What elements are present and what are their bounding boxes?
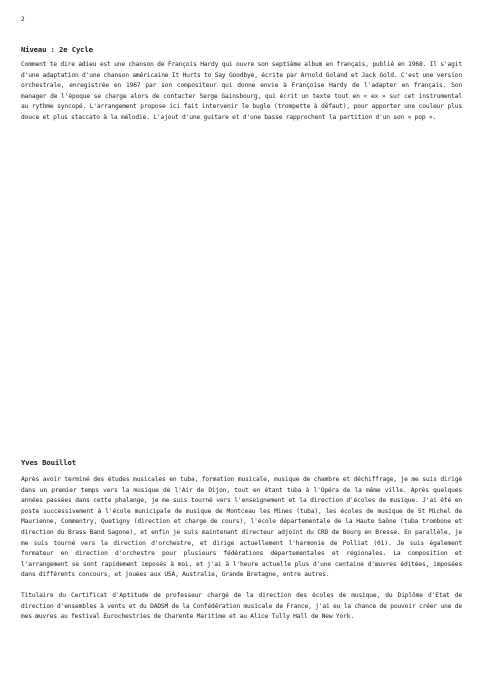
author-bio-section xyxy=(21,475,462,623)
bio-paragraph-career: Après avoir terminé des études musicales en tuba, formation musicale, musique de chambre et déchiffrage, je me suis dirigé dans un premier temps vers la musique de l'Air de Dijon, tout en étant tuba à l'Opéra de la même ville. Après quelques années passées dans cette phalange, je me suis tourné vers l'enseignement et la direction d'écoles de musique. J'ai été en poste successivement à l'école municipale de musique de Montceau les Mines (tuba), les écoles de musique de St Michel de Maurienne, Commentry, Quetigny (direction et charge de cours), l'école départementale de la Haute Saône (tuba trombone et direction du Brass Band Sagone), et enfin je suis maintenant directeur adjoint du CRD de Bourg en Bresse. En parallèle, je me suis tourné vers la direction d'orchestre, et dirige actuellement l'harmonie de Polliat (01). Je suis également formateur en direction d'orchestre pour plusieurs fédérations départementales et régionales. La composition et l'arrangement se sont rapidement imposés à moi, et j'ai à l'heure actuelle plus d'une centaine d'œuvres éditées, imposées dans différents concours, et jouées aux USA, Australie, Grande Bretagne, entre autres. xyxy=(21,476,462,579)
level-heading: Niveau : 2e Cycle xyxy=(21,45,93,54)
page-number: 2 xyxy=(21,16,25,23)
intro-section xyxy=(21,60,462,124)
intro-paragraph: Comment te dire adieu est une chanson de François Hardy qui ouvre son septième album en français, publié en 1968. Il s'agit d'une adaptation d'une chanson américaine It Hurts to Say Goodbye, écrite par Arnold Goland et Jack Gold. C'est une version orchestrale, enregistrée en 1967 par son compositeur qui donne envie à Françoise Hardy de l'adapter en français. Son manager de l'époque se charge alors de contacter Serge Gainsbourg, qui écrit un texte tout en « ex » sur cet instrumental au rythme syncopé. L'arrangement propose ici fait intervenir le bugle (trompette à défaut), pour apporter une couleur plus douce et plus staccato à la mélodie. L'ajout d'une guitare et d'une basse rapprochent la partition d'un son « pop ». xyxy=(21,61,462,121)
author-name-heading: Yves Bouillot xyxy=(21,458,76,467)
bio-paragraph-diplomas: Titulaire du Certificat d'Aptitude de professeur chargé de la direction des écoles de musique, du Diplôme d'Etat de direction d'ensembles à vents et du DADSM de la Confédération musicale de France, j'ai eu la chance de pouvoir créer une de mes œuvres au festival Eurochestries de Charente Maritime et au Alice Tully Hall de New York. xyxy=(21,591,462,621)
